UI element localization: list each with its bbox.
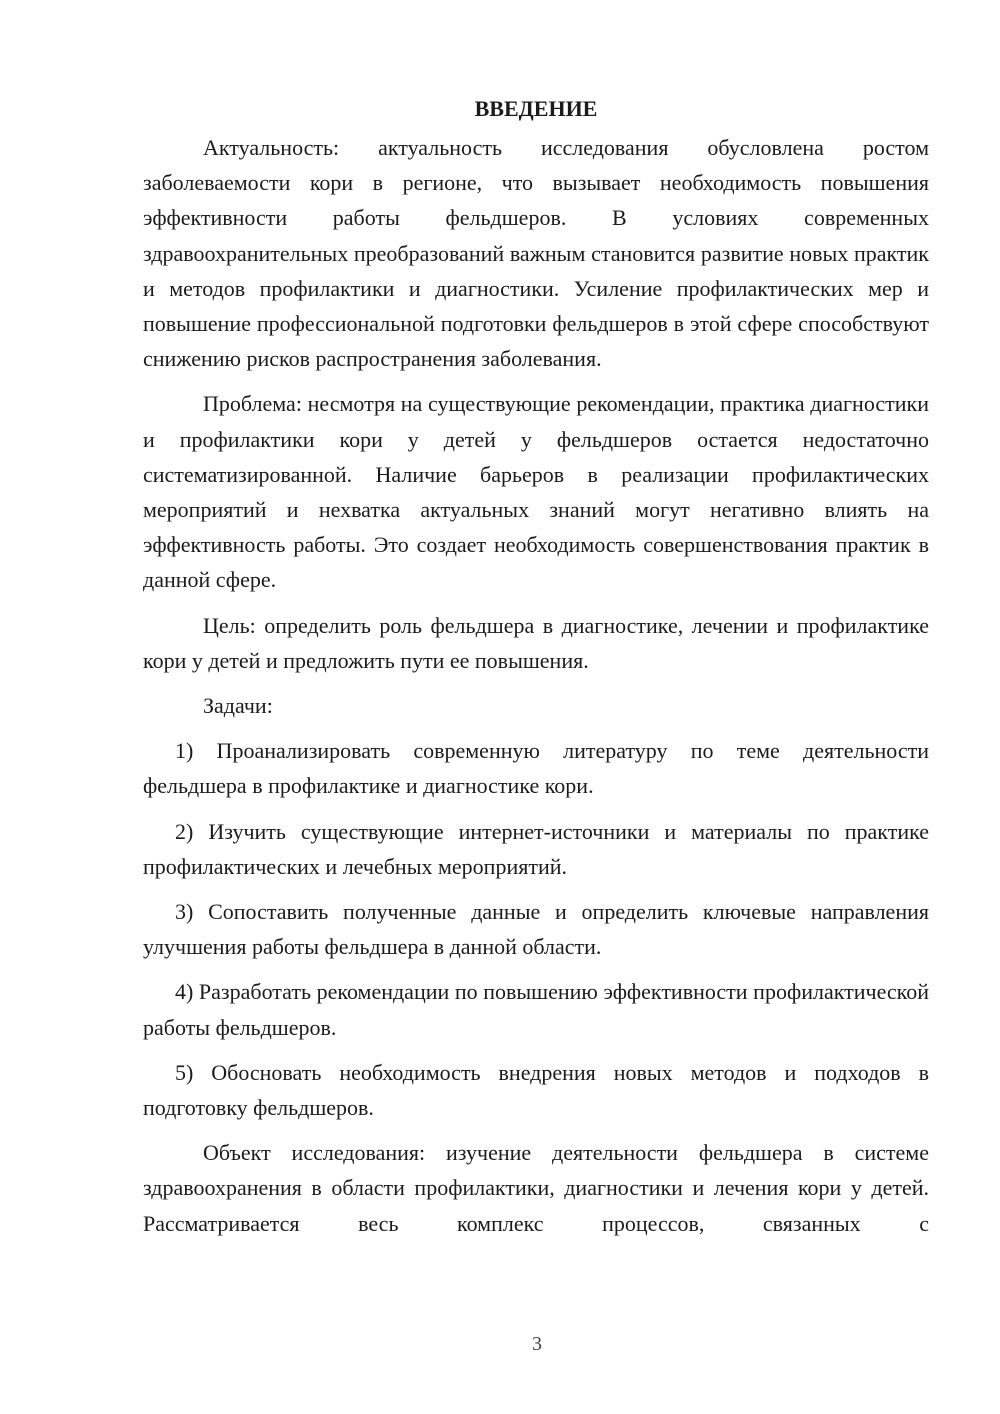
paragraph-problem: Проблема: несмотря на существующие рекомендации, практика диагностики и профилактики кори у детей у фельдшеров остается недостаточно систематизированной. Наличие барьеров в реализации профилактических мероприятий и нехватка актуальных знаний могут негативно влиять на эффективность работы. Это создает необходимость совершенствования практик в данной сфере. bbox=[143, 391, 929, 593]
tasks-label: Задачи: bbox=[203, 693, 273, 719]
list-item: 2) Изучить существующие интернет-источники и материалы по практике профилактических и лечебных мероприятий. bbox=[143, 818, 929, 879]
paragraph-relevance: Актуальность: актуальность исследования обусловлена ростом заболеваемости кори в регионе, что вызывает необходимость повышения эффективности работы фельдшеров. В условиях современных здравоохранительных преобразований важным становится развитие новых практик и методов профилактики и диагностики. Усиление профилактических мер и повышение профессиональной подготовки фельдшеров в этой сфере способствуют снижению рисков распространения заболевания. bbox=[143, 135, 929, 372]
paragraph-object: Объект исследования: изучение деятельности фельдшера в системе здравоохранения в области профилактики, диагностики и лечения кори у детей. Рассматривается весь комплекс процессов, связанных с bbox=[143, 1140, 929, 1236]
list-item: 5) Обосновать необходимость внедрения новых методов и подходов в подготовку фельдшеров. bbox=[143, 1059, 929, 1121]
section-heading: ВВЕДЕНИЕ bbox=[474, 96, 598, 121]
list-item: 1) Проанализировать современную литературу по теме деятельности фельдшера в профилактике и диагностике кори. bbox=[143, 738, 929, 799]
list-item: 3) Сопоставить полученные данные и определить ключевые направления улучшения работы фельдшера в данной области. bbox=[143, 899, 929, 960]
paragraph-goal: Цель: определить роль фельдшера в диагностике, лечении и профилактике кори у детей и предложить пути ее повышения. bbox=[143, 612, 929, 673]
page-number: 3 bbox=[532, 1333, 542, 1355]
list-item: 4) Разработать рекомендации по повышению эффективности профилактической работы фельдшеров. bbox=[143, 979, 929, 1040]
document-page bbox=[143, 92, 929, 1241]
